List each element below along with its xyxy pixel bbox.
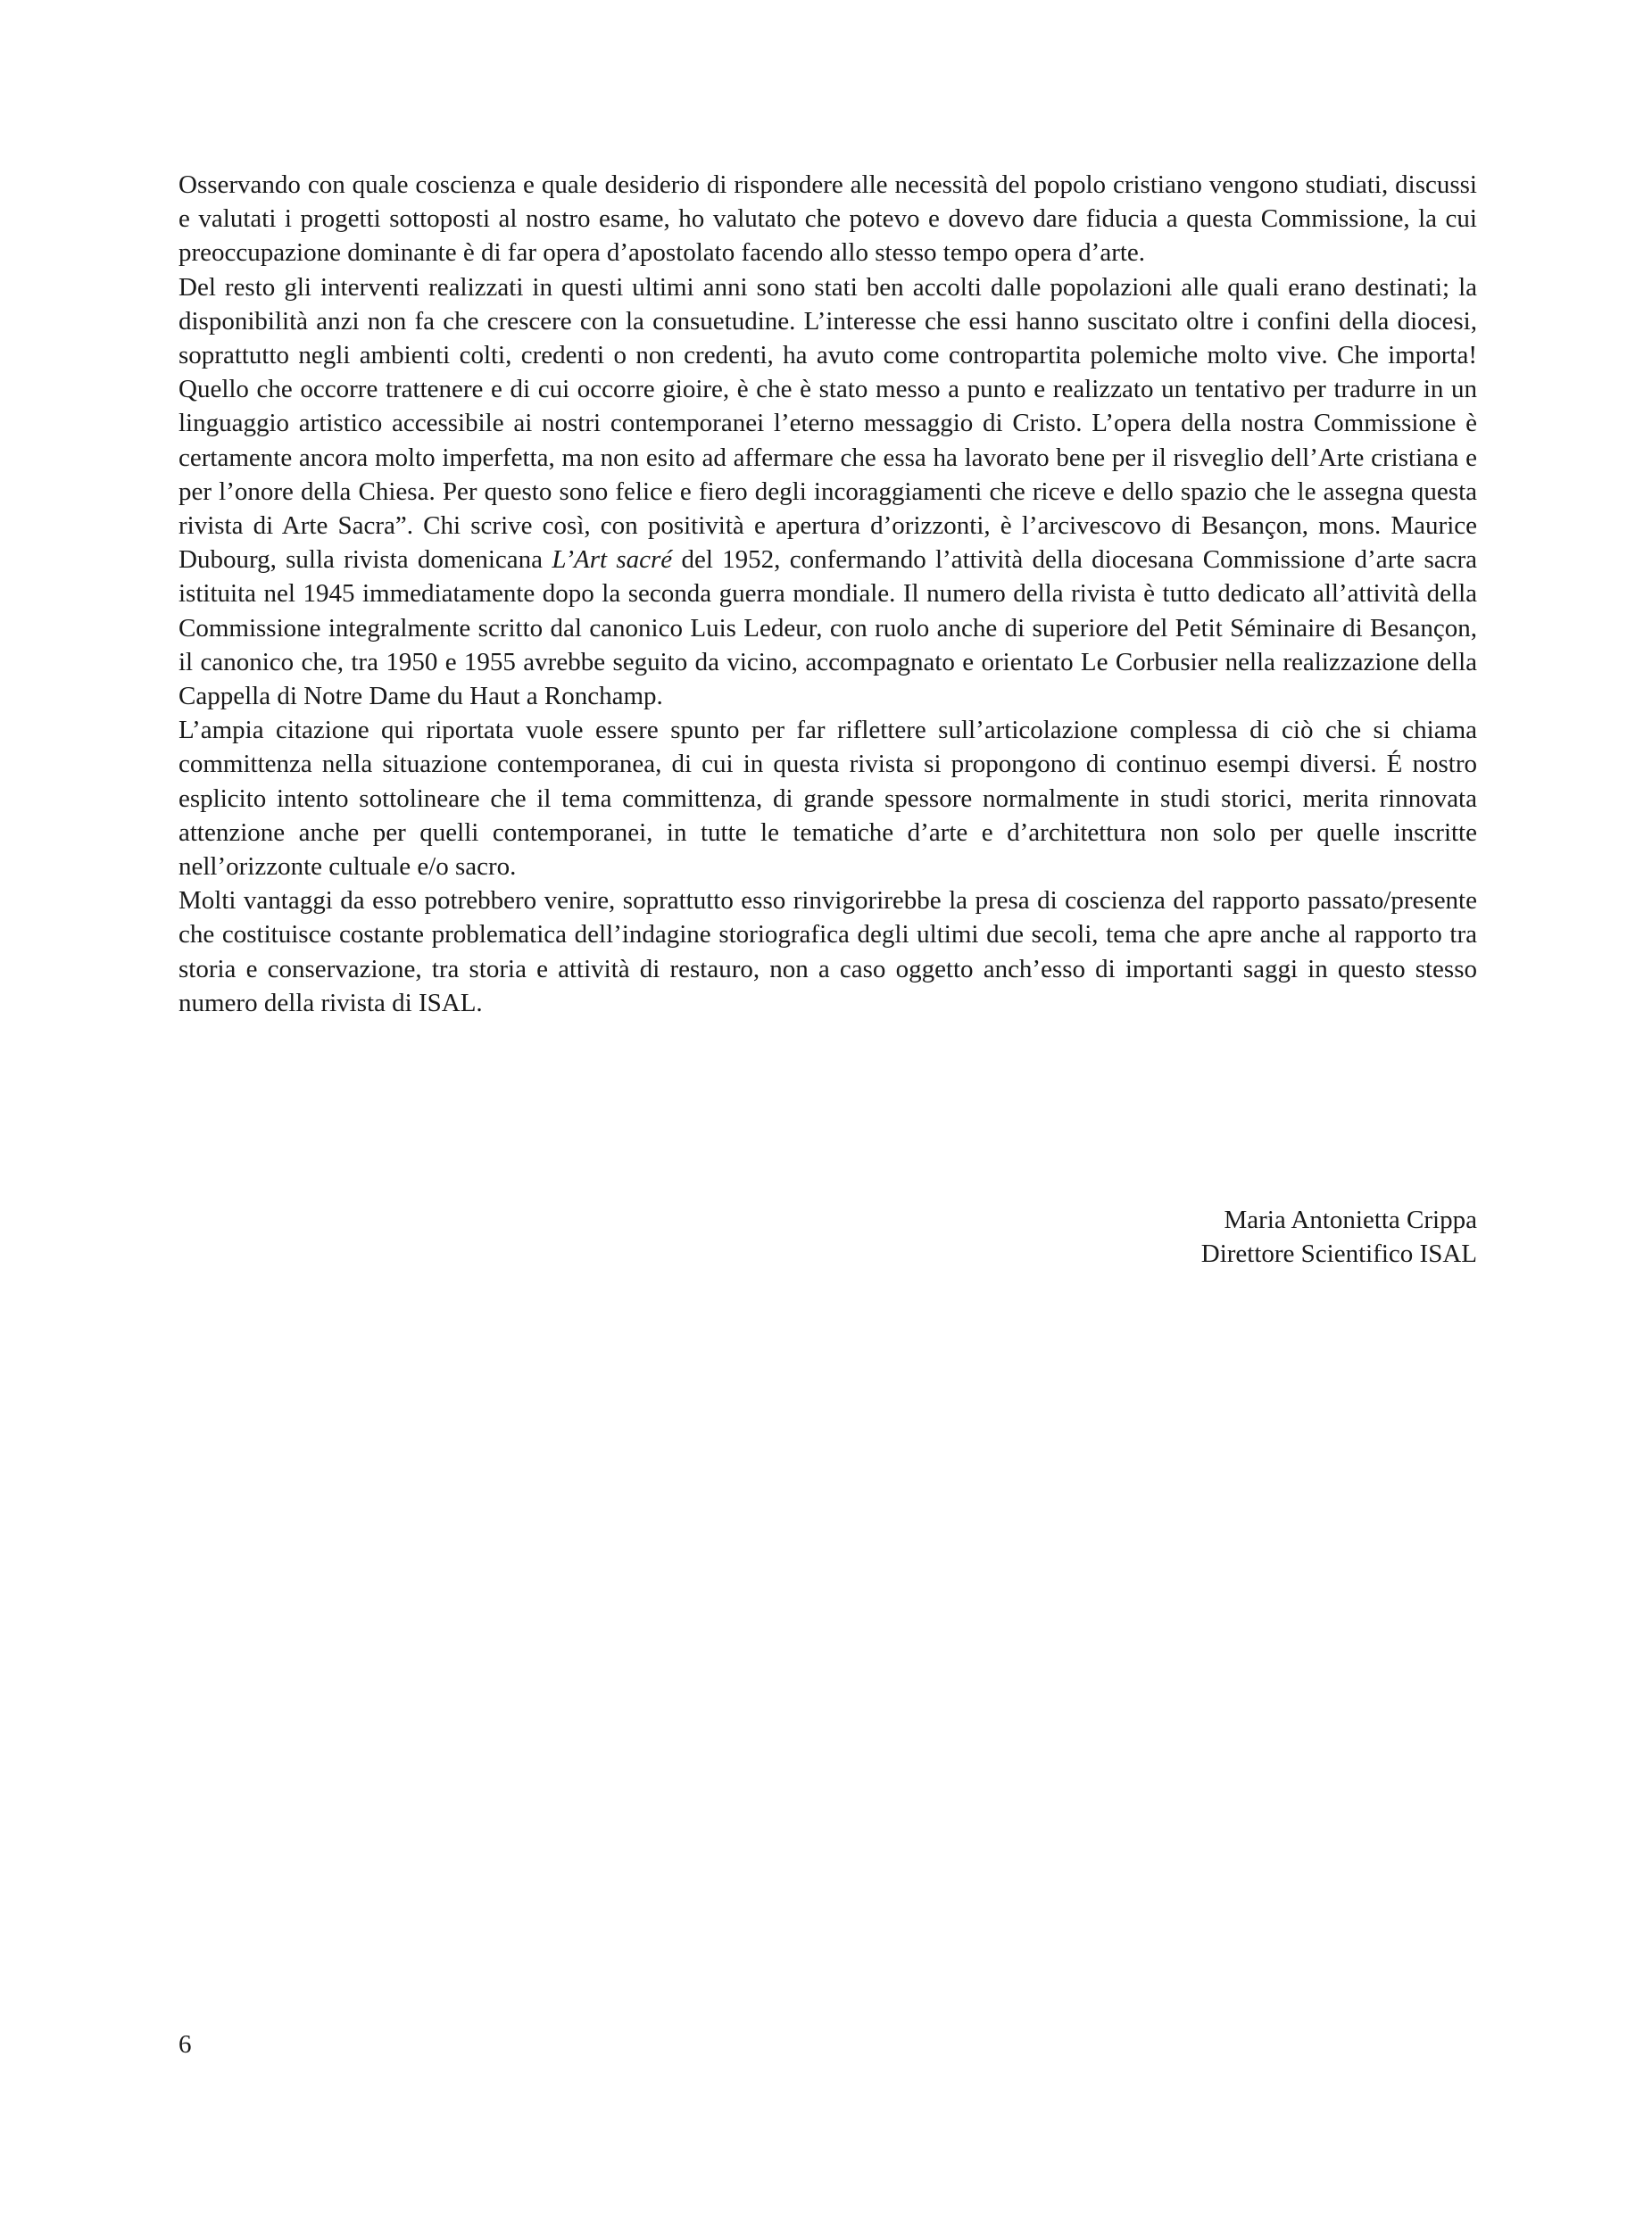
paragraph-2-text-a: Del resto gli interventi realizzati in questi ultimi anni sono stati ben accolti dalle popolazioni alle quali erano destinati; la disponibilità anzi non fa che crescere con la consuetudine. L’interesse che essi hanno suscitato oltre i confini della diocesi, soprattutto negli ambienti colti, credenti o non credenti, ha avuto come contropartita polemiche molto vive. Che importa! Quello che occorre trattenere e di cui occorre gioire, è che è stato messo a punto e realizzato un tentativo per tradurre in un linguaggio artistico accessibile ai nostri contemporanei l’eterno messaggio di Cristo. L’opera della nostra Commissione è certamente ancora molto imperfetta, ma non esito ad affermare che essa ha lavorato bene per il risveglio dell’Arte cristiana e per l’onore della Chiesa. Per questo sono felice e fiero degli incoraggiamenti che riceve e dello spazio che le assegna questa rivista di Arte Sacra”. Chi scrive così, con positività e apertura d’orizzonti, è l’arcivescovo di Besançon, mons. Maurice Dubourg, sulla rivista domenicana <box>178 272 1477 575</box>
paragraph-2 <box>178 270 1477 714</box>
journal-title-italic: L’Art sacré <box>552 545 673 575</box>
author-name: Maria Antonietta Crippa <box>1224 1206 1477 1234</box>
author-role: Direttore Scientifico ISAL <box>1200 1240 1477 1269</box>
signature-block <box>1201 1203 1477 1271</box>
paragraph-2-text-b: del 1952, confermando l’attività della diocesana Commissione d’arte sacra istituita nel 1945 immediatamente dopo la seconda guerra mondiale. Il numero della rivista è tutto dedicato all’attività della Commissione integralmente scritto dal canonico Luis Ledeur, con ruolo anche di superiore del Petit Séminaire di Besançon, il canonico che, tra 1950 e 1955 avrebbe seguito da vicino, accompagnato e orientato Le Corbusier nella realizzazione della Cappella di Notre Dame du Haut a Ronchamp. <box>178 545 1477 711</box>
paragraph-1: Osservando con quale coscienza e quale desiderio di rispondere alle necessità del popolo cristiano vengono studiati, discussi e valutati i progetti sottoposti al nostro esame, ho valutato che potevo e dovevo dare fiducia a questa Commissione, la cui preoccupazione dominante è di far opera d’apostolato facendo allo stesso tempo opera d’arte. <box>178 170 1477 268</box>
paragraph-4: Molti vantaggi da esso potrebbero venire, soprattutto esso rinvigorirebbe la presa di coscienza del rapporto passato/presente che costituisce costante problematica dell’indagine storiografica degli ultimi due secoli, tema che apre anche al rapporto tra storia e conservazione, tra storia e attività di restauro, non a caso oggetto anch’esso di importanti saggi in questo stesso numero della rivista di ISAL. <box>178 886 1477 1017</box>
page-number: 6 <box>178 2030 192 2059</box>
article-body <box>178 168 1477 1020</box>
paragraph-3: L’ampia citazione qui riportata vuole essere spunto per far riflettere sull’articolazione complessa di ciò che si chiama committenza nella situazione contemporanea, di cui in questa rivista si propongono di continuo esempi diversi. É nostro esplicito intento sottolineare che il tema committenza, di grande spessore normalmente in studi storici, merita rinnovata attenzione anche per quelli contemporanei, in tutte le tematiche d’arte e d’architettura non solo per quelle inscritte nell’orizzonte cultuale e/o sacro. <box>178 716 1477 882</box>
